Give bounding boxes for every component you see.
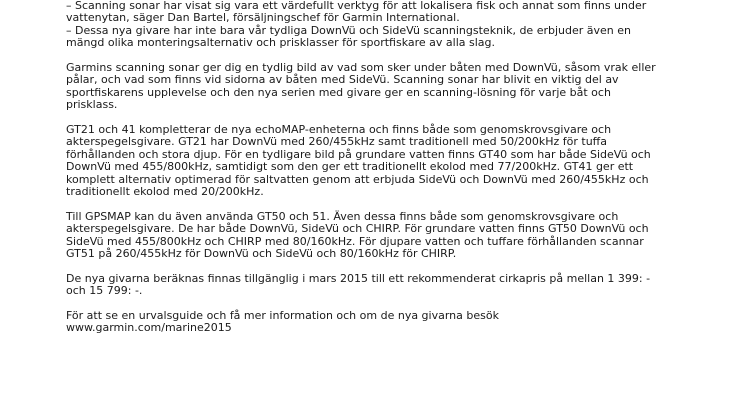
text-line: Garmins scanning sonar ger dig en tydlig bild av vad som sker under båten med DownVü, såsom vrak eller <box>66 61 656 75</box>
text-line: och 15 799: -. <box>66 284 143 298</box>
text-line: förhållanden och stora djup. För en tydligare bild på grundare vatten finns GT40 som har både SideVü och <box>66 147 651 161</box>
text-line: traditionellt ekolod med 20/200kHz. <box>66 185 264 199</box>
paragraph-more-info <box>66 310 696 335</box>
text-line: prisklass. <box>66 98 118 112</box>
paragraph-quotes <box>66 0 696 50</box>
text-line: GT51 på 260/455kHz för DownVü och SideVü och 80/160kHz för CHIRP. <box>66 247 457 261</box>
text-line: mängd olika monteringsalternativ och prisklasser för sportfiskare av alla slag. <box>66 36 496 50</box>
text-line: vattenytan, säger Dan Bartel, försäljningschef för Garmin International. <box>66 11 460 25</box>
text-line: akterspegelsgivare. GT21 har DownVü med 260/455kHz samt traditionell med 50/200kHz för tuffa <box>66 135 607 149</box>
garmin-url: www.garmin.com/marine2015 <box>66 321 232 335</box>
document-body <box>66 0 696 347</box>
text-line: pålar, och vad som finns vid sidorna av båten med SideVü. Scanning sonar har blivit en viktig del av <box>66 73 619 87</box>
text-line: GT21 och 41 kompletterar de nya echoMAP-enheterna och finns både som genomskrovsgivare och <box>66 123 612 137</box>
text-line: Till GPSMAP kan du även använda GT50 och 51. Även dessa finns både som genomskrovsgivare och <box>66 209 619 223</box>
text-line: komplett alternativ optimerad för saltvatten genom att erbjuda SideVü och DownVü med 260/455kHz och <box>66 172 649 186</box>
paragraph-gpsmap-gt50-gt51 <box>66 211 696 261</box>
paragraph-availability-price <box>66 273 696 298</box>
text-line: – Dessa nya givare har inte bara vår tydliga DownVü och SideVü scanningsteknik, de erbjuder även en <box>66 23 631 37</box>
paragraph-gt21-gt41 <box>66 124 696 198</box>
text-line: akterspegelsgivare. De har både DownVü, SideVü och CHIRP. För grundare vatten finns GT50 DownVü och <box>66 222 649 236</box>
text-line: DownVü med 455/800kHz, samtidigt som den ger ett traditionellt ekolod med 77/200kHz. GT41 ger ett <box>66 160 634 174</box>
text-line: De nya givarna beräknas finnas tillgänglig i mars 2015 till ett rekommenderat cirkapris på mellan 1 399: - <box>66 271 651 285</box>
text-line: sportfiskarens upplevelse och den nya serien med givare ger en scanning-lösning för varje båt och <box>66 85 611 99</box>
text-line: – Scanning sonar har visat sig vara ett värdefullt verktyg för att lokalisera fisk och annat som finns under <box>66 0 647 12</box>
text-line: SideVü med 455/800kHz och CHIRP med 80/160kHz. För djupare vatten och tuffare förhållanden scannar <box>66 234 644 248</box>
text-line: För att se en urvalsguide och få mer information och om de nya givarna besök <box>66 309 499 323</box>
paragraph-scanning-sonar <box>66 62 696 112</box>
